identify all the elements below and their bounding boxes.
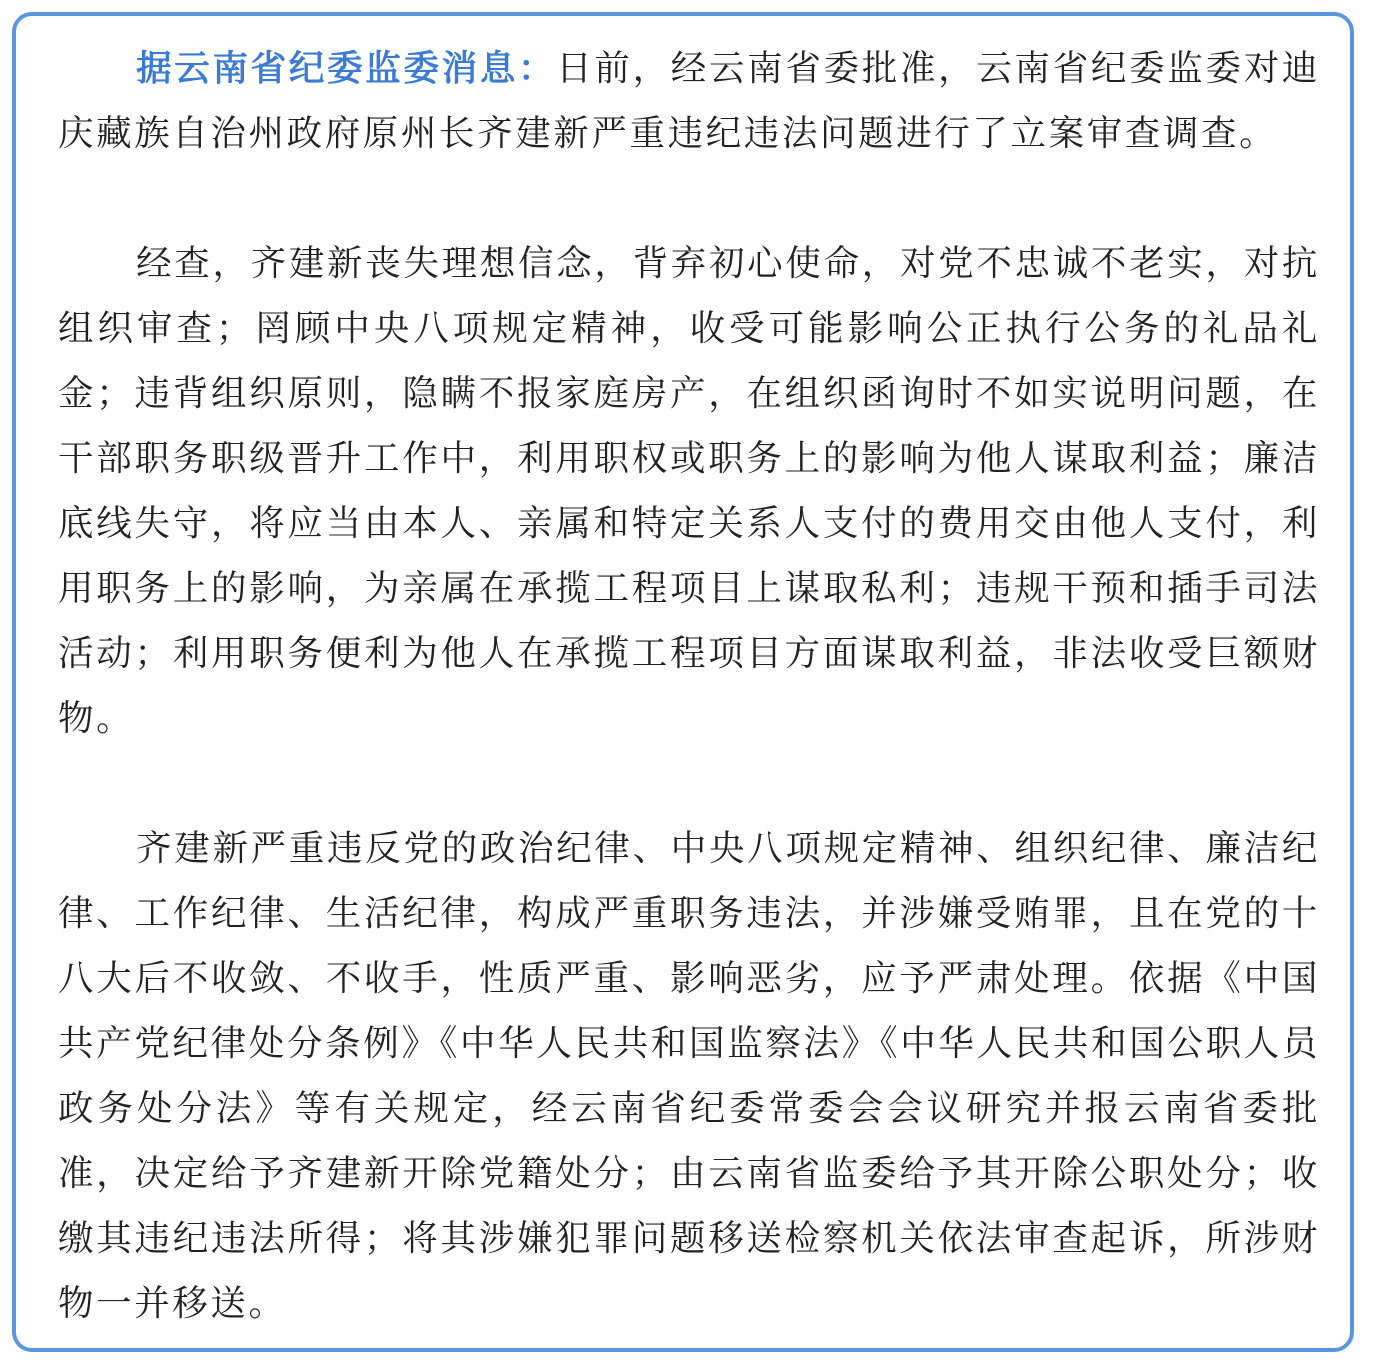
- paragraph-2: 经查，齐建新丧失理想信念，背弃初心使命，对党不忠诚不老实，对抗组织审查；罔顾中央八项规定精神，收受可能影响公正执行公务的礼品礼金；违背组织原则，隐瞒不报家庭房产，在组织函询时不如实说明问题，在干部职务职级晋升工作中，利用职权或职务上的影响为他人谋取利益；廉洁底线失守，将应当由本人、亲属和特定关系人支付的费用交由他人支付，利用职务上的影响，为亲属在承揽工程项目上谋取私利；违规干预和插手司法活动；利用职务便利为他人在承揽工程项目方面谋取利益，非法收受巨额财物。: [58, 243, 1320, 739]
- paragraph-1: [58, 36, 1320, 166]
- paragraph-3: 齐建新严重违反党的政治纪律、中央八项规定精神、组织纪律、廉洁纪律、工作纪律、生活纪律，构成严重职务违法，并涉嫌受贿罪，且在党的十八大后不收敛、不收手，性质严重、影响恶劣，应予严肃处理。依据《中国共产党纪律处分条例》《中华人民共和国监察法》《中华人民共和国公职人员政务处分法》等有关规定，经云南省纪委常委会会议研究并报云南省委批准，决定给予齐建新开除党籍处分；由云南省监委给予其开除公职处分；收缴其违纪违法所得；将其涉嫌犯罪问题移送检察机关依法审查起诉，所涉财物一并移送。: [58, 828, 1320, 1324]
- lead-source-label: 据云南省纪委监委消息：: [136, 48, 557, 89]
- article-body: [58, 36, 1320, 1336]
- paragraph-1-text: 日前，经云南省委批准，云南省纪委监委对迪庆藏族自治州政府原州长齐建新严重违纪违法问题进行了立案审查调查。: [58, 48, 1320, 154]
